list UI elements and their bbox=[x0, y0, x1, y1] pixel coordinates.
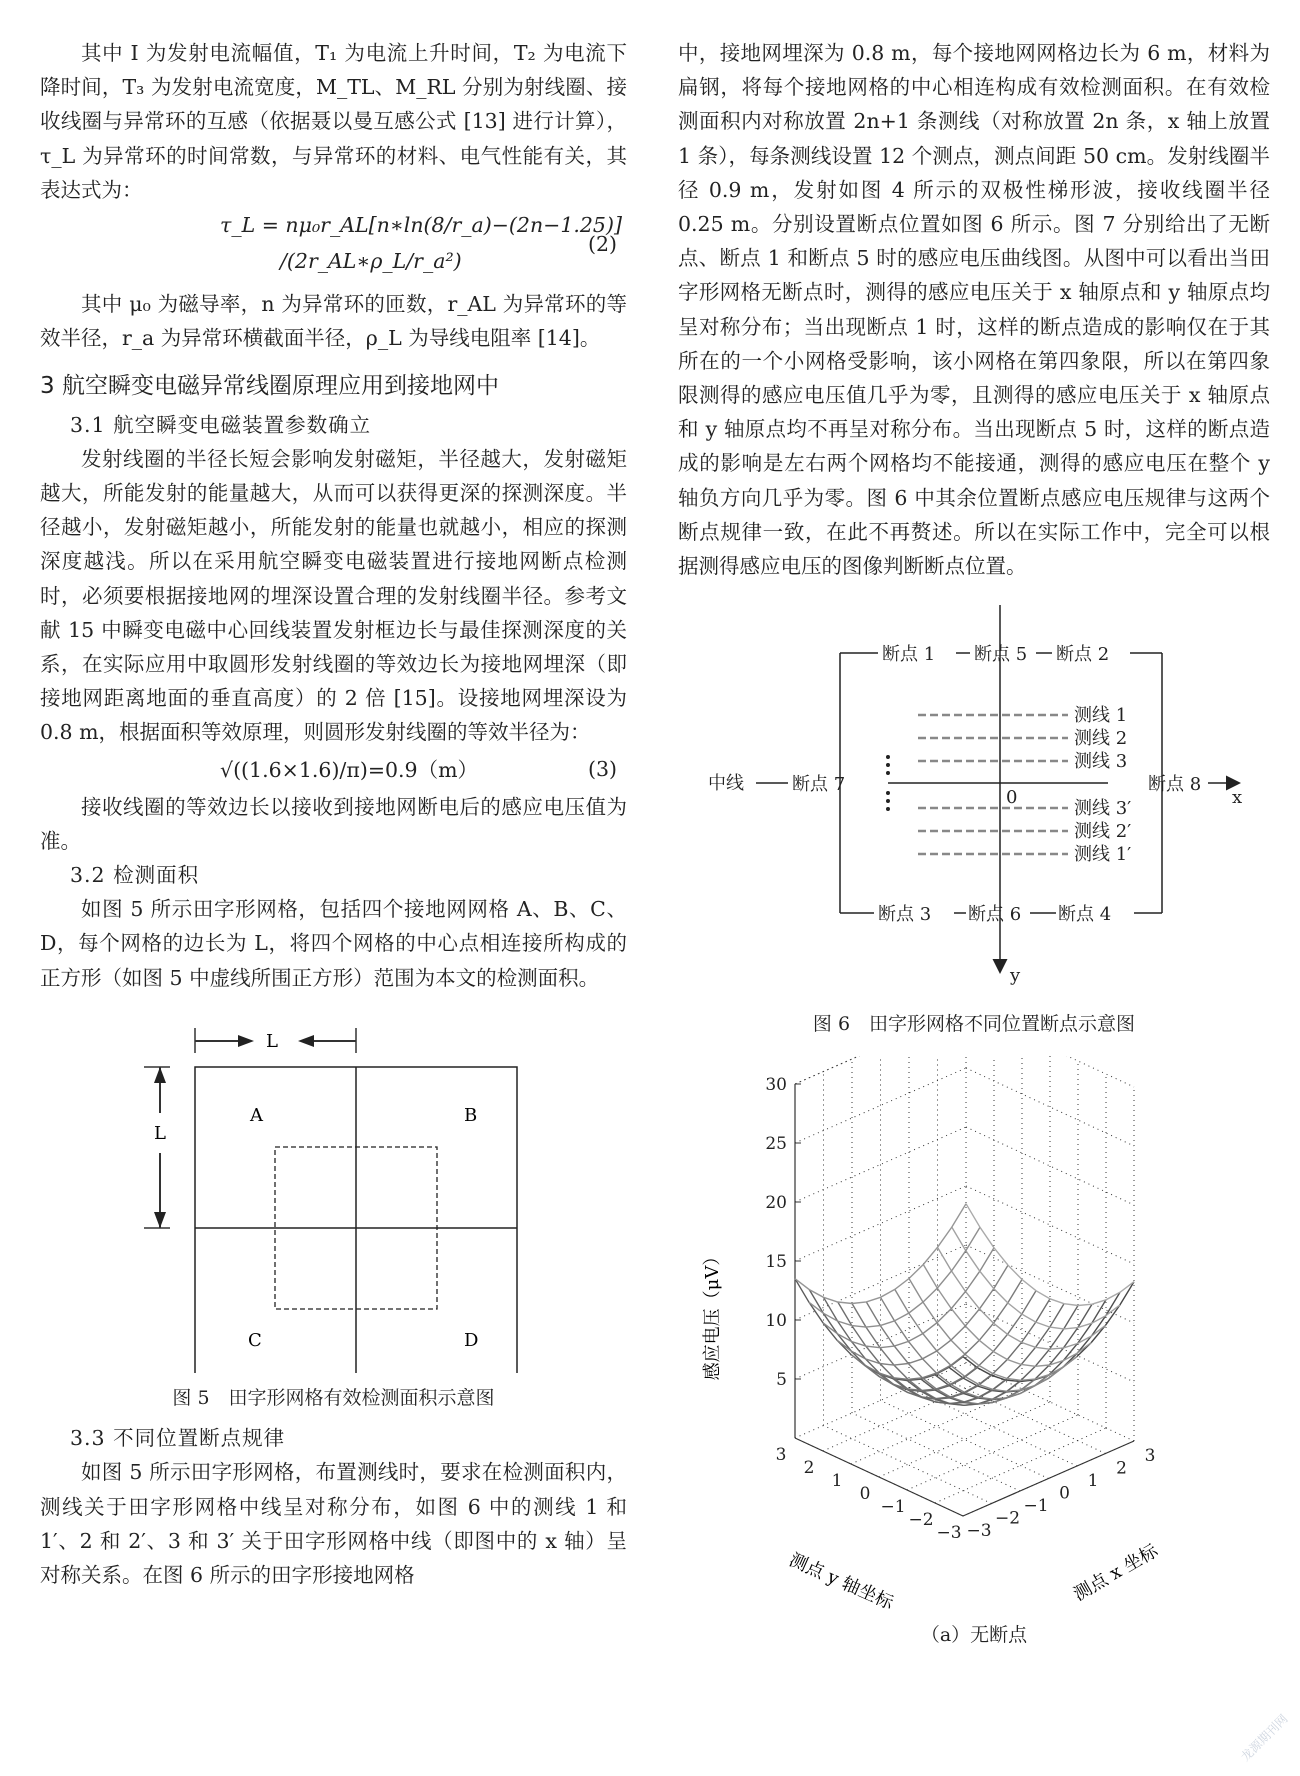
surface-line bbox=[923, 1264, 1091, 1366]
test-line-label: 测线 1 bbox=[1074, 705, 1128, 727]
midline-label: 中线 bbox=[708, 773, 744, 795]
x-tick: 3 bbox=[1144, 1445, 1156, 1466]
breakpoint-7-label: 断点 7 bbox=[792, 774, 846, 796]
x-tick: 0 bbox=[1059, 1483, 1070, 1504]
test-line-label: 测线 2′ bbox=[1074, 821, 1132, 843]
x-tick: −2 bbox=[994, 1508, 1021, 1529]
x-tick: 2 bbox=[1116, 1458, 1127, 1479]
paragraph: 如图 5 所示田字形网格，包括四个接地网网格 A、B、C、D，每个网格的边长为 L，将四个网格的中心点相连接所构成的正方形（如图 5 中虚线所围正方形）范围为本文的检测面积。 bbox=[40, 897, 627, 990]
x-axis-label: x bbox=[1232, 787, 1243, 809]
z-axis-label: 感应电压（μV） bbox=[702, 1247, 723, 1381]
paragraph: 如图 5 所示田字形网格，布置测线时，要求在检测面积内，测线关于田字形网格中线呈对称分布，如图 6 中的测线 1 和 1′、2 和 2′、3 和 3′ 关于田字形网格中线（即图中的 x 轴）呈对称关系。在图 6 所示的田字形接地网格 bbox=[40, 1460, 627, 1588]
origin-label: 0 bbox=[1006, 787, 1018, 809]
x-tick: 1 bbox=[1087, 1470, 1099, 1491]
surface-line bbox=[837, 1265, 1008, 1365]
equation-3: √((1.6×1.6)/π)=0.9（m） (3) bbox=[220, 756, 617, 782]
y-tick: −2 bbox=[908, 1509, 934, 1530]
breakpoint-8-label: 断点 8 bbox=[1148, 774, 1202, 796]
breakpoint-6-label: 断点 6 bbox=[968, 904, 1022, 926]
figure-7a bbox=[678, 1056, 1270, 1626]
z-tick: 15 bbox=[765, 1251, 787, 1272]
y-axis-label: 测点 y 轴坐标 bbox=[785, 1549, 897, 1614]
paragraph: 发射线圈的半径长短会影响发射磁矩，半径越大，发射磁矩越大，所能发射的能量越大，从而可以获得更深的探测深度。半径越小，发射磁矩越小，所能发射的能量也就越小，相应的探测深度越浅。所以在采用航空瞬变电磁装置进行接地网断点检测时，必须要根据接地网的埋深设置合理的发射线圈半径。参考文献 15 中瞬变电磁中心回线装置发射框边长与最佳探测深度的关系，在实际应用中取圆形发射线圈的等效边长为接地网埋深（即接地网距离地面的垂直高度）的 2 倍 [15]。设接地网埋深设为 0.8 m，根据面积等效原理，则圆形发射线圈的等效半径为： bbox=[40, 446, 627, 745]
paragraph: 中，接地网埋深为 0.8 m，每个接地网网格边长为 6 m，材料为扁钢，将每个接地网格的中心相连构成有效检测面积。在有效检测面积内对称放置 2n+1 条测线（对称放置 2n 条，x 轴上放置 1 条），每条测线设置 12 个测点，测点间距 50 cm。发射线圈半径 0.9 m，发射如图 4 所示的双极性梯形波，接收线圈半径 0.25 m。分别设置断点位置如图 6 所示。图 7 分别给出了无断点、断点 1 和断点 5 时的感应电压曲线图。从图中可以看出当田字形网格无断点时，测得的感应电压关于 x 轴原点和 y 轴原点均呈对称分布；当出现断点 1 时，这样的断点造成的影响仅在于其所在的一个小网格受影响，该小网格在第四象限，所以在第四象限测得的感应电压值几乎为零，且测得的感应电压关于 x 轴原点和 y 轴原点均不再呈对称分布。当出现断点 5 时，这样的断点造成的影响是左右两个网格均不能接通，测得的感应电压在整个 y 轴负方向几乎为零。图 6 中其余位置断点感应电压规律与这两个断点规律一致，在此不再赘述。所以在实际工作中，完全可以根据测得感应电压的图像判断断点位置。 bbox=[678, 41, 1270, 579]
y-tick: 3 bbox=[775, 1444, 787, 1465]
surface-line bbox=[921, 1304, 1092, 1404]
surface-line bbox=[879, 1298, 1050, 1398]
z-tick: 20 bbox=[765, 1192, 787, 1213]
test-line-label: 测线 3′ bbox=[1074, 798, 1132, 820]
breakpoint-4-label: 断点 4 bbox=[1058, 904, 1112, 926]
cell-d: D bbox=[464, 1329, 479, 1351]
section-heading: 3 航空瞬变电磁异常线圈原理应用到接地网中 bbox=[40, 373, 499, 400]
z-tick: 5 bbox=[776, 1369, 787, 1390]
test-line-label: 测线 3 bbox=[1074, 751, 1128, 773]
surface-line bbox=[952, 1227, 1120, 1329]
paragraph: 接收线圈的等效边长以接收到接地网断电后的感应电压值为准。 bbox=[40, 794, 627, 853]
y-tick: 0 bbox=[859, 1483, 871, 1504]
z-tick: 10 bbox=[765, 1310, 787, 1331]
cell-c: C bbox=[248, 1329, 262, 1351]
test-line-label: 测线 2 bbox=[1074, 728, 1128, 750]
figure-6 bbox=[678, 603, 1270, 1013]
equation-2: τ_L = nμ₀r_AL[n∗ln(8/r_a)−(2n−1.25)] /(2r_AL∗ρ_L/r_a²) (2) bbox=[220, 213, 622, 274]
surface-line bbox=[795, 1203, 966, 1303]
figure-7a-caption: （a）无断点 bbox=[920, 1623, 1028, 1646]
breakpoint-5-label: 断点 5 bbox=[974, 644, 1028, 666]
y-tick: 2 bbox=[803, 1457, 815, 1478]
subsection-heading: 3.2 检测面积 bbox=[70, 863, 200, 888]
surface-line bbox=[949, 1292, 1120, 1392]
surface-line bbox=[909, 1278, 1077, 1380]
x-tick: −3 bbox=[966, 1520, 992, 1541]
z-tick: 30 bbox=[765, 1074, 787, 1095]
breakpoint-1-label: 断点 1 bbox=[882, 644, 936, 666]
right-column bbox=[678, 36, 1270, 1652]
y-tick: 1 bbox=[831, 1470, 843, 1491]
breakpoint-2-label: 断点 2 bbox=[1056, 644, 1110, 666]
subsection-heading: 3.1 航空瞬变电磁装置参数确立 bbox=[70, 412, 372, 437]
figure-5-caption: 图 5 田字形网格有效检测面积示意图 bbox=[172, 1387, 495, 1410]
x-axis-label: 测点 x 坐标 bbox=[1070, 1539, 1162, 1605]
cell-b: B bbox=[464, 1104, 478, 1126]
surface-line bbox=[838, 1302, 1006, 1404]
subsection-heading: 3.3 不同位置断点规律 bbox=[70, 1426, 286, 1451]
test-line-label: 测线 1′ bbox=[1074, 844, 1132, 866]
figure-5 bbox=[40, 1013, 627, 1383]
surface-chart bbox=[678, 1056, 1270, 1616]
breakpoint-3-label: 断点 3 bbox=[878, 904, 932, 926]
cell-a: A bbox=[250, 1104, 263, 1126]
surface-line bbox=[851, 1279, 1022, 1379]
paragraph: 其中 μ₀ 为磁导率，n 为异常环的匝数，r_AL 为异常环的等效半径，r_a 为异常环横截面半径，ρ_L 为导线电阻率 [14]。 bbox=[40, 292, 627, 351]
figure-6-caption: 图 6 田字形网格不同位置断点示意图 bbox=[812, 1013, 1136, 1036]
y-tick: −1 bbox=[880, 1496, 906, 1517]
x-tick: −1 bbox=[1023, 1495, 1049, 1516]
dim-label-top: L bbox=[266, 1030, 278, 1052]
watermark: 龙源期刊网 bbox=[1238, 1711, 1291, 1765]
left-column bbox=[40, 36, 627, 1592]
breakpoint-diagram bbox=[678, 603, 1270, 1003]
y-tick: −3 bbox=[936, 1522, 962, 1543]
surface-line bbox=[966, 1203, 1134, 1305]
paragraph: 其中 I 为发射电流幅值，T₁ 为电流上升时间，T₂ 为电流下降时间，T₃ 为发射电流宽度，M_TL、M_RL 分别为射线圈、接收线圈与异常环的互感（依据聂以曼互感公式 [13] 进行计算），τ_L 为异常环的时间常数，与异常环的材料、电气性能有关，其表达式为： bbox=[40, 41, 627, 202]
grid-diagram bbox=[40, 1013, 627, 1373]
y-axis-label: y bbox=[1010, 965, 1021, 987]
z-tick: 25 bbox=[765, 1133, 787, 1154]
dim-label-left: L bbox=[154, 1122, 166, 1144]
